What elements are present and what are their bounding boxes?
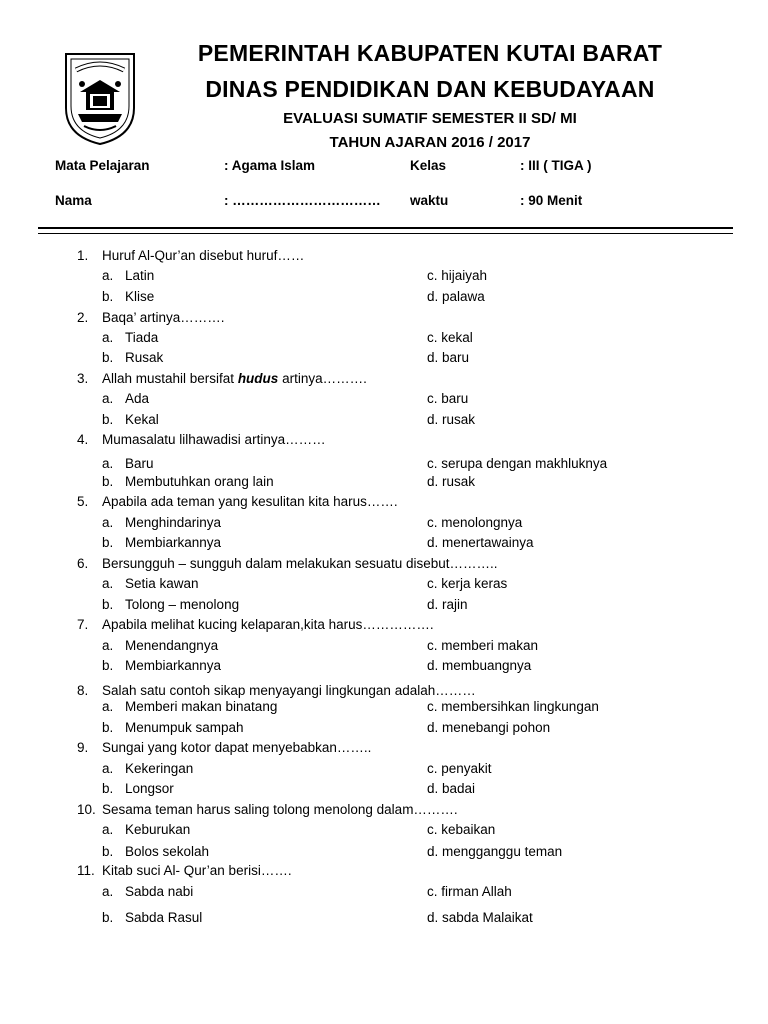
option-c: c. firman Allah — [427, 884, 512, 899]
question-text-after: artinya………. — [278, 371, 367, 386]
option-letter: a. — [102, 638, 114, 653]
option-letter: a. — [102, 884, 114, 899]
option-d: d. rusak — [427, 412, 476, 427]
option-d: d. badai — [427, 781, 476, 796]
option-letter: b. — [102, 474, 114, 489]
question-number: 1. — [77, 248, 89, 263]
option-c: c. kebaikan — [427, 822, 496, 837]
option-letter: a. — [102, 330, 114, 345]
option-letter: a. — [102, 576, 114, 591]
option-a: Baru — [125, 456, 154, 471]
option-letter: b. — [102, 781, 114, 796]
option-d: d. rusak — [427, 474, 476, 489]
option-letter: a. — [102, 515, 114, 530]
option-letter: b. — [102, 720, 114, 735]
question-number: 5. — [77, 494, 89, 509]
question-text: Apabila ada teman yang kesulitan kita harus……. — [102, 494, 398, 509]
question-text: Sesama teman harus saling tolong menolong dalam………. — [102, 802, 458, 817]
option-c: c. membersihkan lingkungan — [427, 699, 599, 714]
option-letter: a. — [102, 761, 114, 776]
option-b: Longsor — [125, 781, 174, 796]
name-blank: : …………………………… — [224, 193, 381, 208]
option-letter: b. — [102, 350, 114, 365]
option-a: Tiada — [125, 330, 159, 345]
option-b: Sabda Rasul — [125, 910, 203, 925]
header-government-title: PEMERINTAH KABUPATEN KUTAI BARAT — [197, 40, 663, 66]
option-b: Bolos sekolah — [125, 844, 210, 859]
kutai-barat-emblem-logo — [60, 48, 140, 148]
question-number: 6. — [77, 556, 89, 571]
option-a: Menghindarinya — [125, 515, 222, 530]
option-d: d. sabda Malaikat — [427, 910, 533, 925]
option-b: Membiarkannya — [125, 535, 222, 550]
option-d: d. rajin — [427, 597, 468, 612]
option-a: Memberi makan binatang — [125, 699, 278, 714]
option-letter: b. — [102, 658, 114, 673]
option-c: c. menolongnya — [427, 515, 523, 530]
question-number: 2. — [77, 310, 89, 325]
name-label: Nama — [55, 193, 92, 208]
option-c: c. memberi makan — [427, 638, 539, 653]
option-d: d. baru — [427, 350, 470, 365]
option-letter: b. — [102, 289, 114, 304]
subject-value: : Agama Islam — [224, 158, 316, 173]
option-a: Keburukan — [125, 822, 191, 837]
option-b: Menumpuk sampah — [125, 720, 244, 735]
option-letter: b. — [102, 412, 114, 427]
question-text: Bersungguh – sungguh dalam melakukan sesuatu disebut……….. — [102, 556, 498, 571]
option-d: d. menertawainya — [427, 535, 534, 550]
option-a: Sabda nabi — [125, 884, 194, 899]
option-b: Membiarkannya — [125, 658, 222, 673]
option-c: c. kekal — [427, 330, 473, 345]
question-number: 4. — [77, 432, 89, 447]
question-number: 3. — [77, 371, 89, 386]
question-text: Kitab suci Al- Qur’an berisi……. — [102, 863, 292, 878]
option-b: Tolong – menolong — [125, 597, 240, 612]
option-a: Setia kawan — [125, 576, 199, 591]
option-c: c. baru — [427, 391, 469, 406]
option-letter: b. — [102, 844, 114, 859]
option-d: d. menebangi pohon — [427, 720, 551, 735]
class-label: Kelas — [410, 158, 447, 173]
option-b: Membutuhkan orang lain — [125, 474, 274, 489]
question-text: Apabila melihat kucing kelaparan,kita harus……………. — [102, 617, 434, 632]
question-text: Mumasalatu lilhawadisi artinya……… — [102, 432, 326, 447]
option-a: Menendangnya — [125, 638, 219, 653]
question-text: Huruf Al-Qur’an disebut huruf…… — [102, 248, 305, 263]
option-b: Klise — [125, 289, 155, 304]
option-c: c. kerja keras — [427, 576, 508, 591]
option-letter: b. — [102, 535, 114, 550]
option-a: Latin — [125, 268, 155, 283]
option-letter: a. — [102, 699, 114, 714]
option-c: c. penyakit — [427, 761, 492, 776]
option-letter: a. — [102, 268, 114, 283]
question-text: Sungai yang kotor dapat menyebabkan…….. — [102, 740, 372, 755]
option-letter: b. — [102, 910, 114, 925]
question-text: Salah satu contoh sikap menyayangi lingkungan adalah……… — [102, 683, 476, 698]
question-text-before: Allah mustahil bersifat — [102, 371, 238, 386]
header-school-year: TAHUN AJARAN 2016 / 2017 — [329, 134, 531, 151]
option-c: c. hijaiyah — [427, 268, 488, 283]
option-d: d. membuangnya — [427, 658, 532, 673]
question-number: 11. — [77, 863, 95, 878]
option-a: Ada — [125, 391, 150, 406]
question-number: 7. — [77, 617, 89, 632]
question-text: Baqa’ artinya………. — [102, 310, 225, 325]
option-b: Rusak — [125, 350, 164, 365]
option-letter: a. — [102, 822, 114, 837]
option-letter: b. — [102, 597, 114, 612]
question-number: 9. — [77, 740, 89, 755]
subject-label: Mata Pelajaran — [55, 158, 150, 173]
header-divider-thick — [38, 227, 733, 229]
option-c: c. serupa dengan makhluknya — [427, 456, 608, 471]
option-d: d. palawa — [427, 289, 485, 304]
question-number: 8. — [77, 683, 89, 698]
header-divider-thin — [38, 233, 733, 234]
option-letter: a. — [102, 391, 114, 406]
class-value: : III ( TIGA ) — [520, 158, 592, 173]
option-a: Kekeringan — [125, 761, 194, 776]
header-department-title: DINAS PENDIDIKAN DAN KEBUDAYAAN — [205, 76, 655, 102]
question-text — [102, 371, 367, 386]
question-number: 10. — [77, 802, 96, 817]
question-text-emphasis: hudus — [237, 371, 279, 386]
option-letter: a. — [102, 456, 114, 471]
header-exam-title: EVALUASI SUMATIF SEMESTER II SD/ MI — [283, 110, 577, 127]
time-value: : 90 Menit — [520, 193, 583, 208]
option-b: Kekal — [125, 412, 159, 427]
option-d: d. mengganggu teman — [427, 844, 563, 859]
time-label: waktu — [410, 193, 449, 208]
